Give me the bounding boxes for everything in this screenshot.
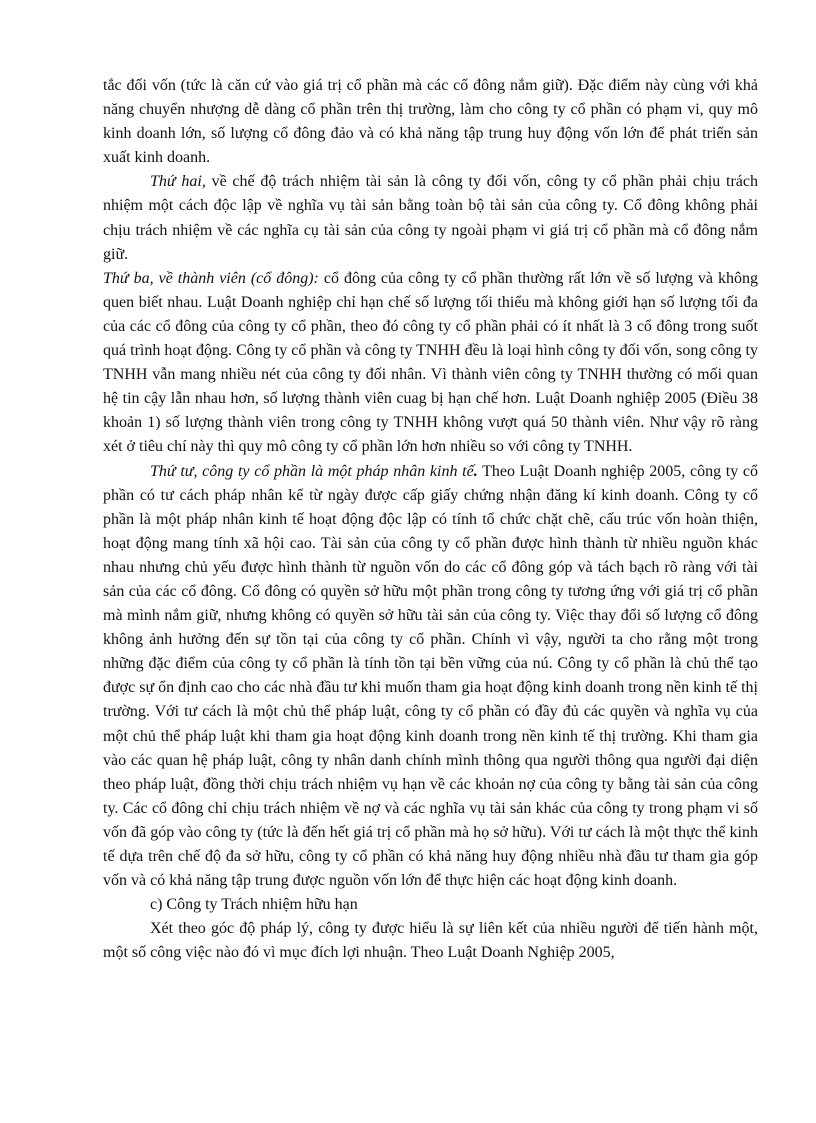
- paragraph-lead-italic: Thứ ba, về thành viên (cổ đông):: [103, 269, 319, 287]
- paragraph-text: Theo Luật Doanh nghiệp 2005, công ty cổ phần có tư cách pháp nhân kể từ ngày được cấp giấy chứng nhận đăng kí kinh doanh. Công ty cổ phần là một pháp nhân kinh tế hoạt động độc lập có tính tổ chức chặt chẽ, cấu trúc vốn hoàn thiện, hoạt động mang tính xã hội cao. Tài sản của công ty cổ phần được hình thành từ nhiều nguồn khác nhau nhưng chủ yếu được hình thành từ nguồn vốn do các cổ đông góp và tách bạch rõ ràng với tài sản của các cổ đông. Cổ đông có quyền sở hữu một phần trong công ty tương ứng với giá trị cổ phần mà mình nắm giữ, nhưng không có quyền sở hữu tài sản của công ty. Việc thay đổi số lượng cổ đông không ảnh hưởng đến sự tồn tại của công ty cổ phần. Chính vì vậy, người ta cho rằng một trong những đặc điểm của công ty cổ phần là tính tồn tại bền vững của nú. Công ty cổ phần là chủ thể tạo được sự ổn định cao cho các nhà đầu tư khi muốn tham gia hoạt động kinh doanh trong nền kinh tế thị trường. Với tư cách là một chủ thể pháp luật, công ty cổ phần có đầy đủ các quyền và nghĩa vụ của một chủ thể pháp luật khi tham gia hoạt động kinh doanh trong nền kinh tế thị trường. Khi tham gia vào các quan hệ pháp luật, công ty nhân danh chính mình thông qua người thông qua người đại diện theo pháp luật, đồng thời chịu trách nhiệm vụ hạn về các khoản nợ của công ty bằng tài sản của công ty. Các cổ đông chỉ chịu trách nhiệm về nợ và các nghĩa vụ tài sản khác của công ty trong phạm vi số vốn đã góp vào công ty (tức là đến hết giá trị cổ phần mà họ sở hữu). Với tư cách là một thực thể kinh tế dựa trên chế độ đa sở hữu, công ty cổ phần có khả năng huy động nhiều nhà đầu tư tham gia góp vốn và có khả năng tập trung được nguồn vốn lớn để thực hiện các hoạt động kinh doanh.: [103, 462, 758, 890]
- paragraph-lead-period: .: [473, 462, 478, 480]
- paragraph-lead-italic: Thứ tư, công ty cổ phần là một pháp nhân kinh tế: [150, 462, 474, 480]
- paragraph-text: cổ đông của công ty cổ phần thường rất lớn về số lượng và không quen biết nhau. Luật Doanh nghiệp chỉ hạn chế số lượng tối thiểu mà không giới hạn số lượng tối đa của các cổ đông của công ty cổ phần, theo đó công ty cổ phần phải có ít nhất là 3 cổ đông trong suốt quá trình hoạt động. Công ty cổ phần và công ty TNHH đều là loại hình công ty đối vốn, song công ty TNHH vẫn mang nhiều nét của công ty đối nhân. Vì thành viên công ty TNHH thường có mối quan hệ tin cậy lẫn nhau hơn, số lượng thành viên cuag bị hạn chế hơn. Luật Doanh nghiệp 2005 (Điều 38 khoản 1) số lượng thành viên trong công ty TNHH không vượt quá 50 thành viên. Như vậy rõ ràng xét ở tiêu chí này thì quy mô công ty cổ phần lớn hơn nhiều so với công ty TNHH.: [103, 269, 759, 456]
- paragraph-thu-tu: [103, 460, 758, 894]
- paragraph-thu-ba: [103, 267, 758, 460]
- section-heading-c: c) Công ty Trách nhiệm hữu hạn: [150, 896, 358, 914]
- paragraph-5: Xét theo góc độ pháp lý, công ty được hiểu là sự liên kết của nhiều người để tiến hành một, một số công việc nào đó vì mục đích lợi nhuận. Theo Luật Doanh Nghiệp 2005,: [103, 920, 758, 962]
- document-page: [103, 74, 758, 965]
- paragraph-text: về chế độ trách nhiệm tài sản là công ty đối vốn, công ty cổ phần phải chịu trách nhiệm một cách độc lập về nghĩa vụ tài sản bằng toàn bộ tài sản của công ty. Cổ đông không phải chịu trách nhiệm về các nghĩa cụ tài sản của công ty ngoài phạm vi giá trị cổ phần mà cổ đông nắm giữ.: [103, 173, 759, 263]
- paragraph-1: tắc đối vốn (tức là căn cứ vào giá trị cổ phần mà các cổ đông nắm giữ). Đặc điểm này cùng với khả năng chuyển nhượng dễ dàng cổ phần trên thị trường, làm cho công ty cổ phần có phạm vi, quy mô kinh doanh lớn, số lượng cổ đông đảo và có khả năng tập trung huy động vốn lớn để phát triển sản xuất kinh doanh.: [103, 77, 758, 167]
- paragraph-lead-italic: Thứ hai,: [150, 173, 206, 191]
- paragraph-thu-hai: [103, 170, 758, 266]
